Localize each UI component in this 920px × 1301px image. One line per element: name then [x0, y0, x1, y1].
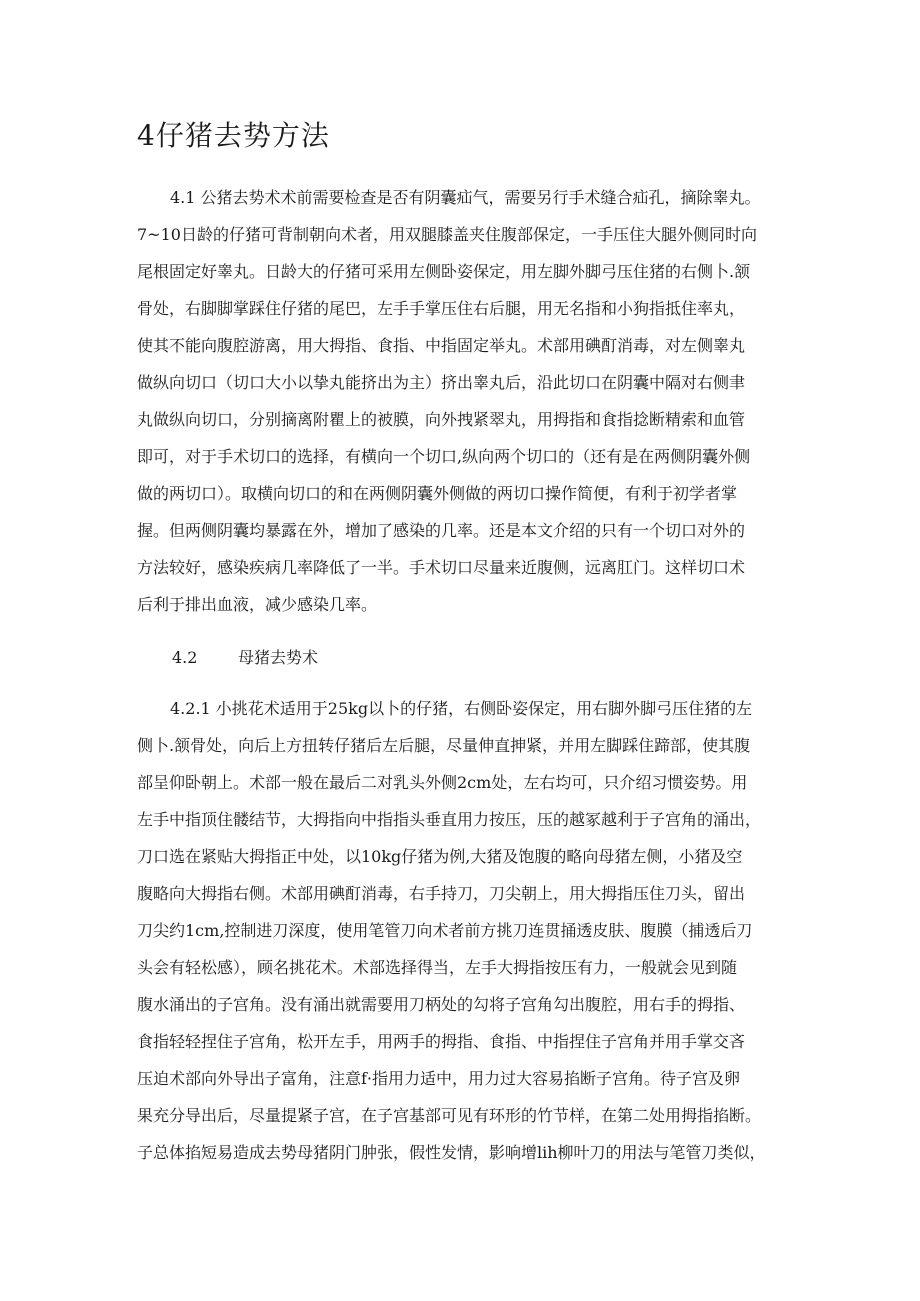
paragraph-line: 腹水涌出的子宫角。没有涌出就需要用刀柄处的勾将子宫角勾出腹腔，用右手的拇指、	[137, 995, 746, 1014]
section-number: 4.2	[172, 648, 198, 667]
paragraph-line: 果充分导出后，尽量提紧子宫，在子宫基部可见有环形的竹节样，在第二处用拇指掐断。	[137, 1106, 762, 1125]
paragraph-line: 做的两切口）。取横向切口的和在两侧阴囊外侧做的两切口操作简便，有利于初学者掌	[137, 484, 738, 503]
paragraph-line: 丸做纵向切口，分别摘离附瞿上的被膜，向外拽紧翠丸，用拇指和食指捻断精索和血管	[137, 410, 746, 429]
paragraph-line: 刀尖约1cm,控制进刀深度，使用笔管刀向术者前方挑刀连贯捅透皮肤、腹膜（捕透后刀	[137, 921, 753, 940]
paragraph-line: 侧卜.颔骨处，向后上方扭转仔猪后左后腿，尽量伸直抻紧，并用左脚踩住蹄部，使其腹	[137, 736, 751, 755]
paragraph-line: 食指轻轻捏住子宫角，松开左手，用两手的拇指、食指、中指捏住子宫角并用手掌交吝	[137, 1032, 746, 1051]
paragraph-line: 尾根固定好睾丸。日龄大的仔猪可采用左侧卧姿保定，用左脚外脚弓压住猪的右侧卜.颔	[137, 262, 751, 281]
paragraph-line: 刀口选在紧贴大拇指正中处，以10kg仔猪为例,大猪及饱腹的略向母猪左侧，小猪及空	[137, 847, 743, 866]
section-heading-text: 母猪去势术	[238, 648, 319, 667]
paragraph-line: 4.1 公猪去势术术前需要检查是否有阴囊疝气，需要另行手术缝合疝孔，摘除睾丸。	[170, 188, 761, 207]
document-title: 4仔猪去势方法	[137, 119, 330, 152]
paragraph-line: 左手中指顶住髅结节，大拇指向中指指头垂直用力按压，压的越冢越利于子宫角的涌出，	[137, 810, 762, 829]
paragraph-line: 即可，对于手术切口的选择，有横向一个切口,纵向两个切口的（还有是在两侧阴囊外侧	[137, 447, 751, 466]
paragraph-line: 子总体掐短易造成去势母猪阴门肿张，假性发情，影响增lih柳叶刀的用法与笔管刀类似，	[137, 1143, 766, 1162]
paragraph-line: 骨处，右脚脚掌踩住仔猪的尾巴，左手手掌压住右后腿，用无名指和小狗指抵住率丸，	[137, 299, 746, 318]
paragraph-line: 做纵向切口（切口大小以挚丸能挤出为主）挤出睾丸后，沿此切口在阴囊中隔对右侧聿	[137, 373, 746, 392]
paragraph-line: 7~10日龄的仔猪可背制朝向术者，用双腿膝盖夹住腹部保定，一手压住大腿外侧同时向	[137, 225, 757, 244]
paragraph-line: 后利于排出血液，减少感染几率。	[137, 595, 378, 614]
paragraph-line: 腹略向大拇指右侧。术部用碘酊消毒，右手持刀，刀尖朝上，用大拇指压住刀头，留出	[137, 884, 746, 903]
paragraph-line: 方法较好，感染疾病几率降低了一半。手术切口尽量来近腹侧，远离肛门。这样切口术	[137, 558, 746, 577]
paragraph-line: 头会有轻松感），顾名挑花术。术部选择得当，左手大拇指按压有力，一般就会见到随	[137, 958, 738, 977]
paragraph-line: 握。但两侧阴囊均暴露在外，增加了感染的几率。还是本文介绍的只有一个切口对外的	[137, 521, 746, 540]
paragraph-line: 部呈仰卧朝上。术部一般在最后二对乳头外侧2cm处，左右均可，只介绍习惯姿势。用	[137, 773, 748, 792]
paragraph-line: 4.2.1 小挑花术适用于25kg以卜的仔猪，右侧卧姿保定，用右脚外脚弓压住猪的左	[170, 699, 753, 718]
section-4-2-heading	[172, 646, 318, 670]
paragraph-line: 使其不能向腹腔游离，用大拇指、食指、中指固定举丸。术部用碘酊消毒，对左侧睾丸	[137, 336, 746, 355]
paragraph-line: 压迫术部向外导出子富角，注意f·指用力适中，用力过大容易掐断子宫角。待子宫及卵	[137, 1069, 741, 1088]
